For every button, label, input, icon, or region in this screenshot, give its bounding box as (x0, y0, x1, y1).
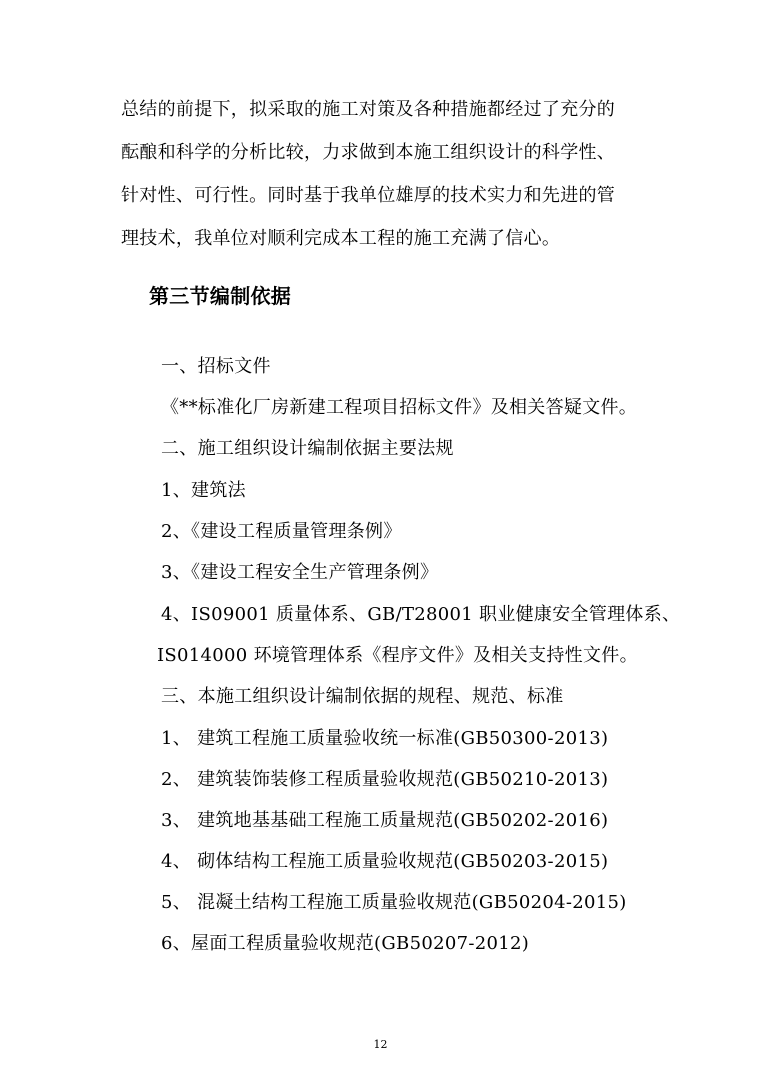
list-item-standards-heading: 三、本施工组织设计编制依据的规程、规范、标准 (161, 686, 564, 707)
list-item-regulation-2: 2、《建设工程质量管理条例》 (161, 521, 402, 542)
list-item-regulation-4: 4、IS09001 质量体系、GB/T28001 职业健康安全管理体系、 (161, 604, 681, 625)
page-number: 12 (373, 1038, 388, 1051)
list-item-standard-5: 5、 混凝土结构工程施工质量验收规范(GB50204-2015) (161, 892, 627, 913)
section-title: 第三节编制依据 (149, 284, 292, 308)
list-item-standard-1: 1、 建筑工程施工质量验收统一标准(GB50300-2013) (161, 728, 609, 749)
paragraph-line-3: 针对性、可行性。同时基于我单位雄厚的技术实力和先进的管 (121, 185, 616, 206)
paragraph-line-1: 总结的前提下，拟采取的施工对策及各种措施都经过了充分的 (121, 99, 616, 120)
list-item-standard-4: 4、 砌体结构工程施工质量验收规范(GB50203-2015) (161, 851, 609, 872)
list-item-regulations-heading: 二、施工组织设计编制依据主要法规 (161, 438, 454, 459)
list-item-standard-2: 2、 建筑装饰装修工程质量验收规范(GB50210-2013) (161, 769, 609, 790)
paragraph-line-2: 酝酿和科学的分析比较，力求做到本施工组织设计的科学性、 (121, 142, 616, 163)
paragraph-line-4: 理技术，我单位对顺利完成本工程的施工充满了信心。 (121, 228, 561, 249)
list-item-standard-6: 6、屋面工程质量验收规范(GB50207-2012) (161, 933, 530, 954)
list-item-tender-docs: 《**标准化厂房新建工程项目招标文件》及相关答疑文件。 (161, 397, 638, 418)
list-item-regulation-4-continued: IS014000 环境管理体系《程序文件》及相关支持性文件。 (157, 645, 638, 666)
list-item-standard-3: 3、 建筑地基基础工程施工质量规范(GB50202-2016) (161, 810, 609, 831)
list-item-regulation-1: 1、建筑法 (161, 480, 246, 501)
list-item-regulation-3: 3、《建设工程安全生产管理条例》 (161, 562, 439, 583)
list-item-tender-docs-heading: 一、招标文件 (161, 356, 271, 377)
